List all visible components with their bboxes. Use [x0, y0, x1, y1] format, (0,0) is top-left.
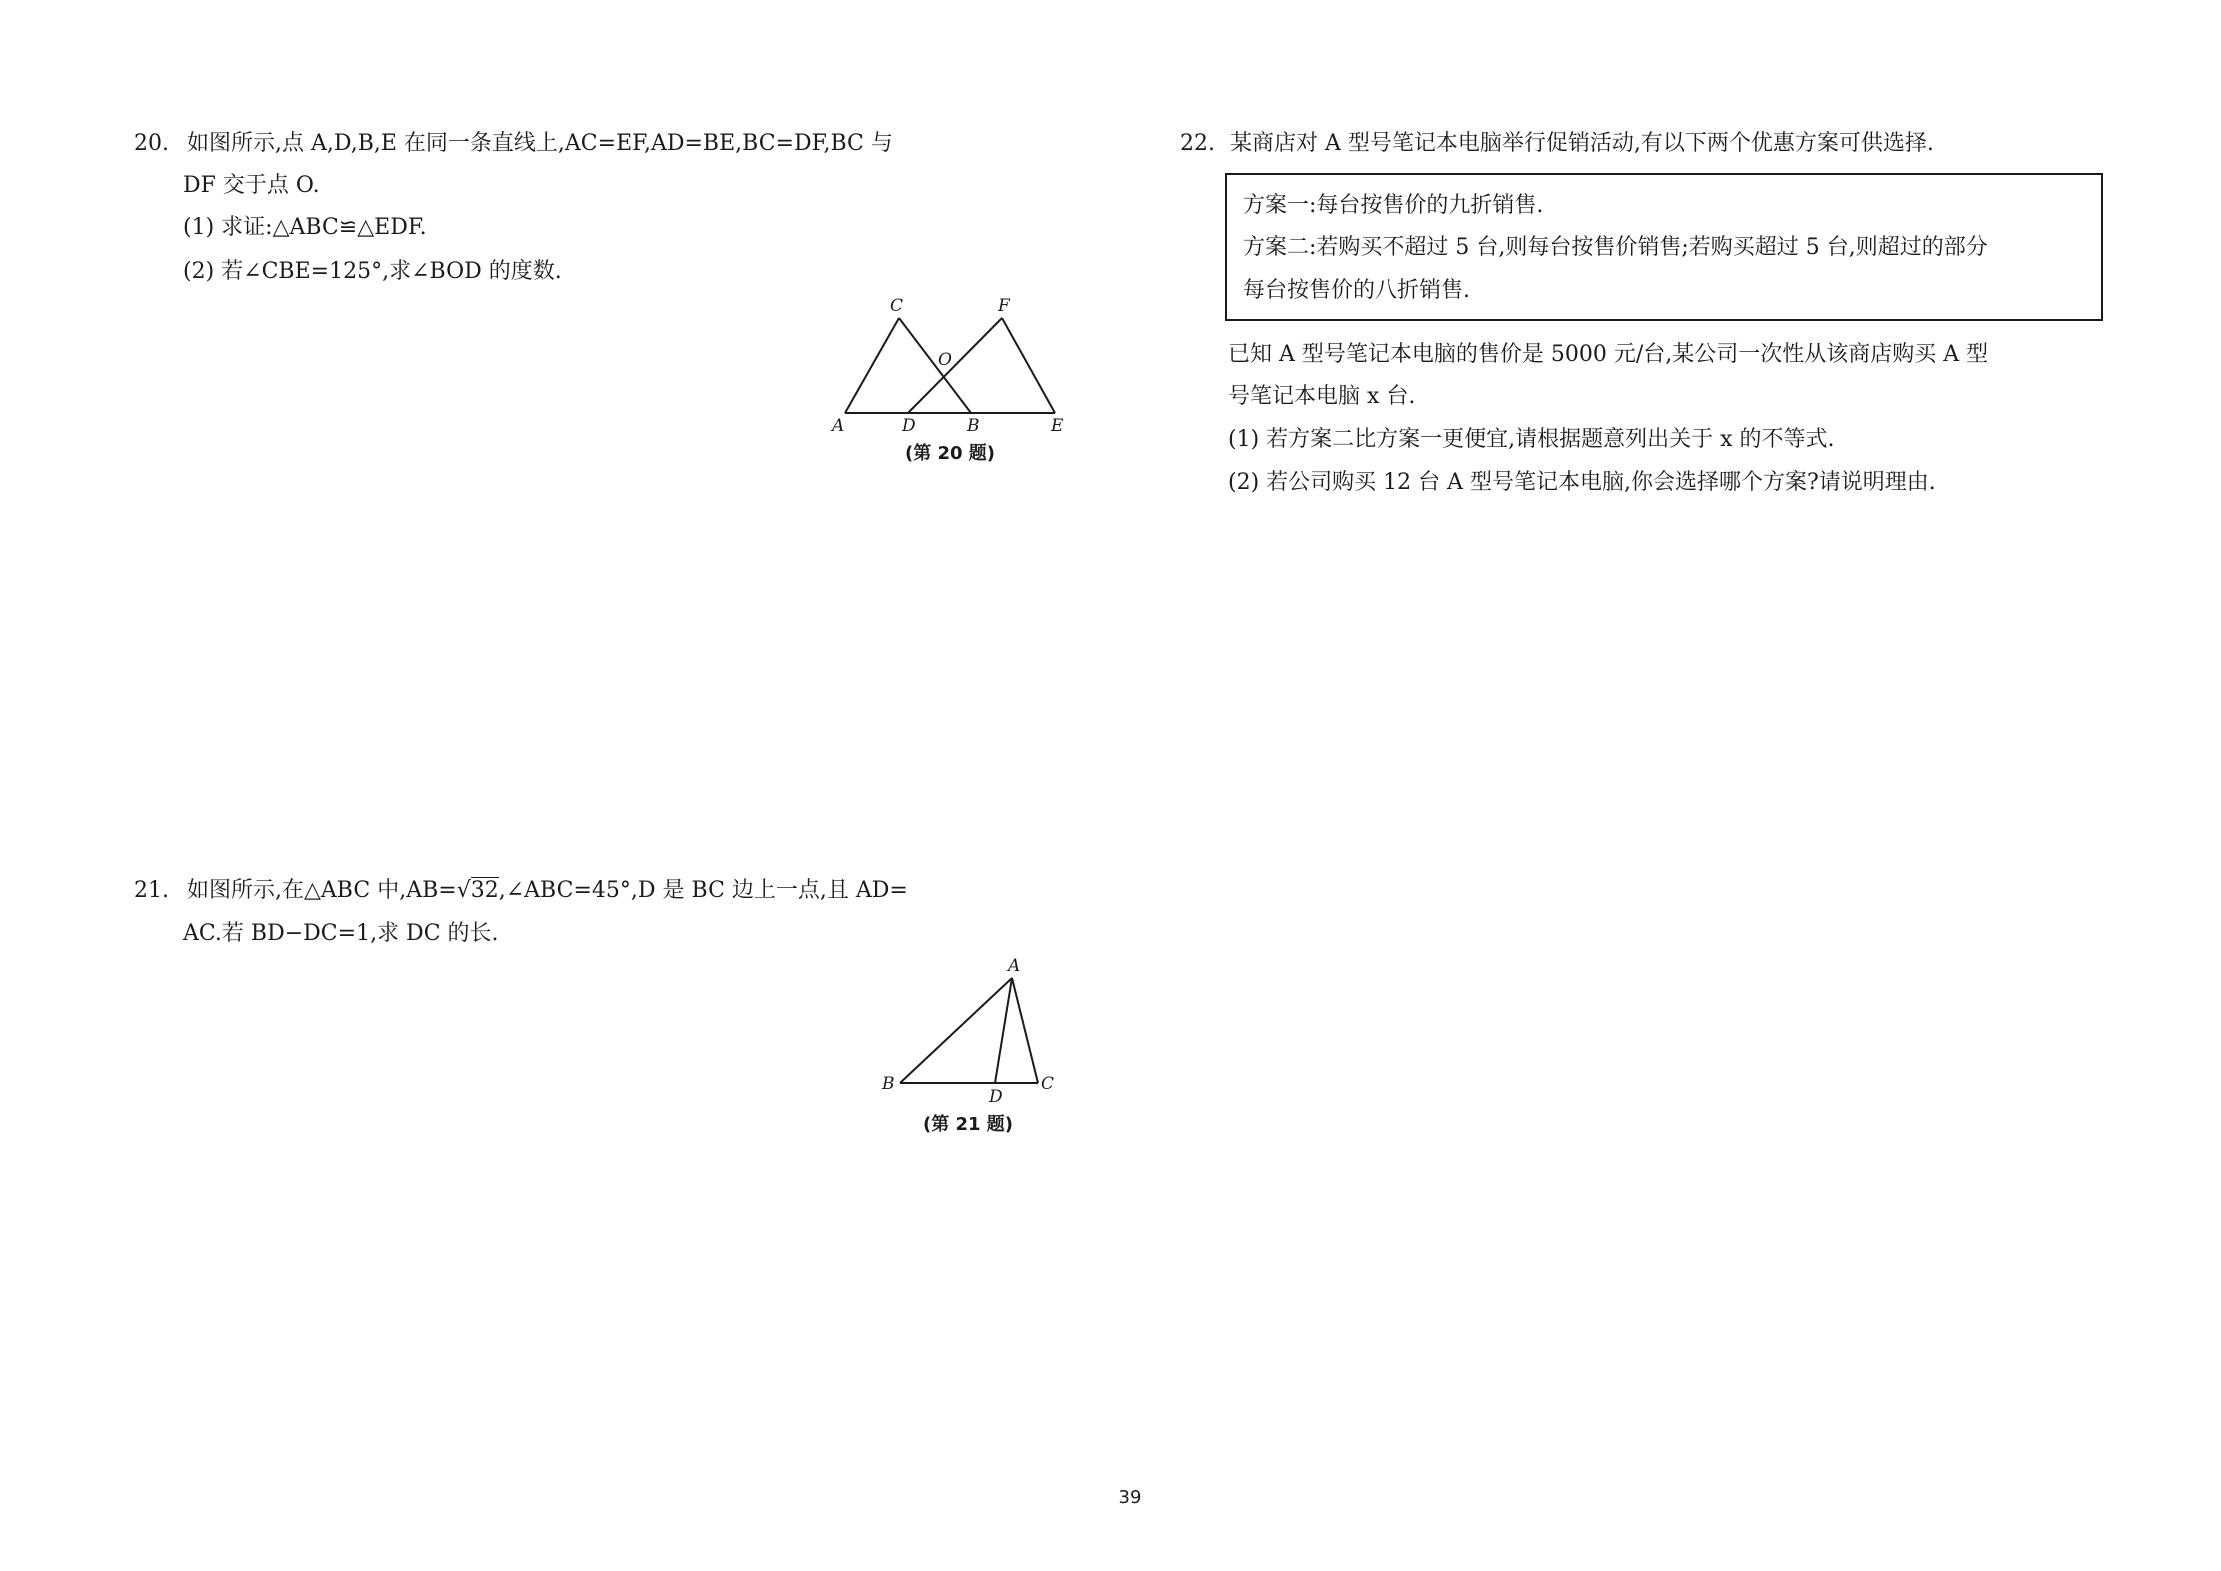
- q20-line-cb: [899, 318, 971, 413]
- q21-text-line2: AC.若 BD−DC=1,求 DC 的长.: [183, 921, 499, 946]
- q22-text-line1: 某商店对 A 型号笔记本电脑举行促销活动,有以下两个优惠方案可供选择.: [1230, 131, 1934, 156]
- q22-part1: (1) 若方案二比方案一更便宜,请根据题意列出关于 x 的不等式.: [1228, 427, 1835, 452]
- q20-text-line2: DF 交于点 O.: [183, 173, 320, 198]
- q20-label-d: D: [902, 416, 916, 436]
- q21-label-c: C: [1041, 1074, 1055, 1094]
- q21-line-ac: [1012, 978, 1038, 1083]
- q22-text-line3: 号笔记本电脑 x 台.: [1228, 384, 1416, 409]
- q21-line-ad: [995, 978, 1012, 1083]
- q21-text-line1-a: 如图所示,在△ABC 中,AB=: [187, 878, 457, 903]
- q20-line-df: [908, 318, 1002, 413]
- q22-part2: (2) 若公司购买 12 台 A 型号笔记本电脑,你会选择哪个方案?请说明理由.: [1228, 470, 1936, 495]
- q20-label-o: O: [938, 350, 952, 370]
- q20-label-a: A: [832, 416, 845, 436]
- q20-figure: [820, 295, 1080, 440]
- q20-line-fe: [1002, 318, 1055, 413]
- q20-label-f: F: [998, 296, 1010, 316]
- q20-label-e: E: [1051, 416, 1064, 436]
- q21-caption: (第 21 题): [922, 1114, 1014, 1135]
- q22-plan2-line1: 方案二:若购买不超过 5 台,则每台按售价销售;若购买超过 5 台,则超过的部分: [1243, 235, 1988, 260]
- q21-text-line1-b: ,∠ABC=45°,D 是 BC 边上一点,且 AD=: [498, 878, 908, 903]
- q21-label-a: A: [1008, 956, 1021, 976]
- q20-part2: (2) 若∠CBE=125°,求∠BOD 的度数.: [183, 259, 562, 284]
- q20-text-line1: 如图所示,点 A,D,B,E 在同一条直线上,AC=EF,AD=BE,BC=DF,BC 与: [187, 131, 893, 156]
- q22-number: 22.: [1180, 131, 1215, 156]
- q20-number: 20.: [134, 131, 169, 156]
- q22-plan1: 方案一:每台按售价的九折销售.: [1243, 193, 1544, 218]
- sqrt-sign: √: [456, 878, 471, 903]
- q21-number: 21.: [134, 878, 169, 903]
- q21-radicand: 32: [470, 878, 499, 903]
- q22-plan2-line2: 每台按售价的八折销售.: [1243, 278, 1470, 303]
- page-number: 39: [1118, 1487, 1142, 1508]
- q20-label-c: C: [890, 296, 904, 316]
- q20-line-ac: [845, 318, 899, 413]
- q20-label-b: B: [967, 416, 980, 436]
- q20-part1: (1) 求证:△ABC≌△EDF.: [183, 215, 427, 240]
- q21-label-b: B: [882, 1074, 895, 1094]
- q20-caption: (第 20 题): [904, 443, 996, 464]
- q21-line-ab: [900, 978, 1012, 1083]
- q21-figure: [870, 955, 1070, 1115]
- q22-text-line2: 已知 A 型号笔记本电脑的售价是 5000 元/台,某公司一次性从该商店购买 A 型: [1228, 342, 1989, 367]
- q21-text-line1: [187, 877, 908, 905]
- q21-label-d: D: [989, 1087, 1003, 1107]
